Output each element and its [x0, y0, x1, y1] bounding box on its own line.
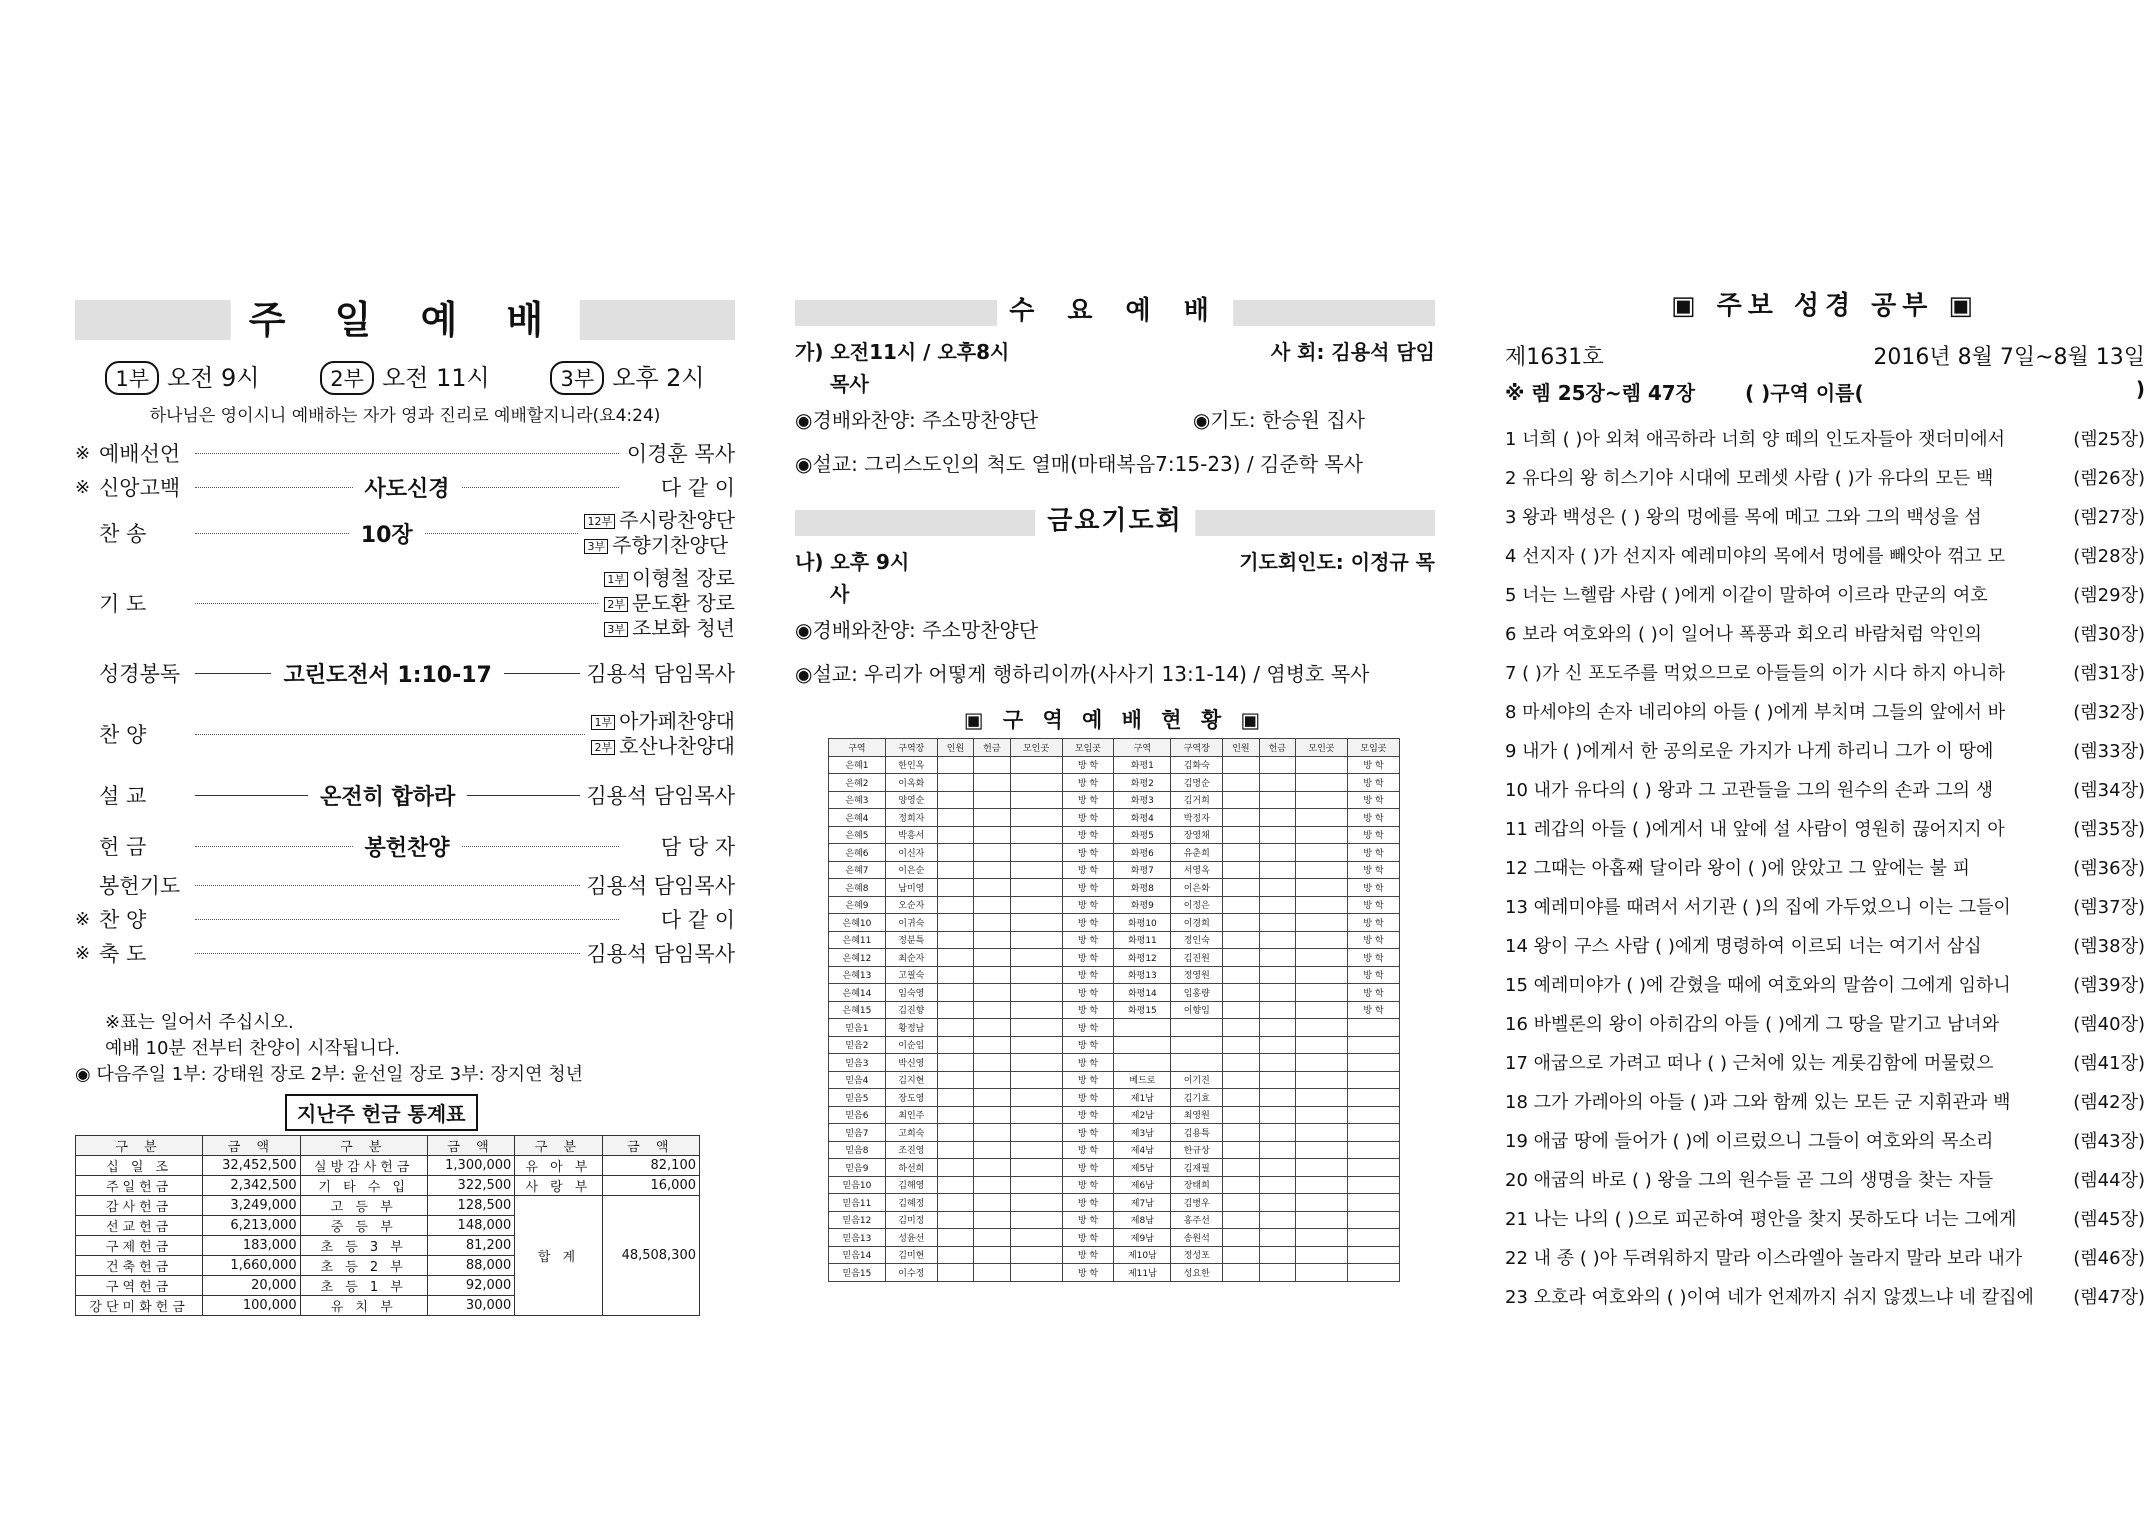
question-item: 21 나는 나의 ( )으로 피곤하여 평안을 찾지 못하도다 너는 그에게 (렘45장)	[1505, 1209, 2145, 1230]
order-row: 헌 금 봉헌찬양 담 당 자	[75, 824, 735, 868]
table-row: 믿음10 김해영 방 학 제6남 장태희	[829, 1176, 1400, 1194]
wednesday-sermon: ◉설교: 그리스도인의 척도 열매(마태복음7:15-23) / 김준학 목사	[795, 452, 1363, 476]
question-item: 16 바벨론의 왕이 아히감의 아들 ( )에게 그 땅을 맡기고 남녀와 (렘40장)	[1505, 1014, 2145, 1035]
order-row: 설 교 온전히 합하라 김용석 담임목사	[75, 766, 735, 824]
table-row: 은혜8 남미영 방 학 화평8 이은화 방 학	[829, 879, 1400, 897]
question-item: 2 유다의 왕 히스기야 시대에 모레셋 사람 ( )가 유다의 모든 백 (렘26장)	[1505, 468, 2145, 489]
order-row: 찬 송 10장 12부 주시랑찬양단 3부 주향기찬양단	[99, 508, 736, 557]
offering-row: 감사헌금 3,249,000 고 등 부 128,500 합 계 48,508,300	[76, 1196, 700, 1216]
offering-stat-title: 지난주 헌금 통계표	[285, 1094, 478, 1131]
praise-choirs: 1부 아가페찬양대 2부 호산나찬양대	[591, 709, 735, 759]
question-item: 4 선지자 ( )가 선지자 예레미야의 목에서 멍에를 빼앗아 꺾고 모 (렘28장)	[1505, 546, 2145, 567]
question-item: 10 내가 유다의 ( ) 왕과 그 고관들을 그의 원수의 손과 그의 생 (렘34장)	[1505, 780, 2145, 801]
prayer-leaders: 1부 이형철 장로 2부 문도환 장로 3부 조보화 청년	[604, 566, 735, 641]
question-item: 6 보라 여호와의 ( )이 일어나 폭풍과 회오리 바람처럼 악인의 (렘30장)	[1505, 624, 2145, 645]
order-row: ※ 찬 양 다 같 이	[75, 908, 735, 932]
offering-row: 건축헌금 1,660,000 초 등 2 부 88,000	[76, 1256, 700, 1276]
friday-sermon: ◉설교: 우리가 어떻게 행하리이까(사사기 13:1-14) / 염병호 목사	[795, 662, 1370, 686]
table-row: 믿음15 이수정 방 학 제11남 성요한	[829, 1264, 1400, 1282]
table-row: 믿음8 조진영 방 학 제4남 한규상	[829, 1141, 1400, 1159]
table-row: 은혜2 이옥화 방 학 화평2 김명순 방 학	[829, 774, 1400, 792]
table-row: 믿음14 김미현 방 학 제10남 정성포	[829, 1246, 1400, 1264]
question-item: 12 그때는 아홉째 달이라 왕이 ( )에 앉았고 그 앞에는 불 피 (렘36장)	[1505, 858, 2145, 879]
question-item: 19 애굽 땅에 들어가 ( )에 이르렀으니 그들이 여호와의 목소리 (렘43장)	[1505, 1131, 2145, 1152]
order-row: 봉헌기도 김용석 담임목사	[99, 874, 735, 898]
table-row: 믿음4 김지현 방 학 베드로 이기진	[829, 1071, 1400, 1089]
offering-row: 주일헌금 2,342,500 기 타 수 입 322,500 사 랑 부 16,000	[76, 1176, 700, 1196]
service-times	[75, 358, 735, 395]
friday-title: 금요기도회	[1035, 504, 1195, 538]
study-title: ▣ 주보 성경 공부 ▣	[1670, 291, 1980, 321]
question-item: 20 애굽의 바로 ( ) 왕을 그의 원수들 곧 그의 생명을 찾는 자들 (렘44장)	[1505, 1170, 2145, 1191]
bible-study-section	[1505, 285, 2145, 1317]
question-list	[1505, 420, 2145, 1317]
question-item: 18 그가 가레아의 아들 ( )과 그와 함께 있는 모든 군 지휘관과 백 (렘42장)	[1505, 1092, 2145, 1113]
table-row: 믿음6 최인주 방 학 제2남 최영원	[829, 1106, 1400, 1124]
table-row: 은혜1 한인옥 방 학 화평1 김화숙 방 학	[829, 756, 1400, 774]
friday-line-1: 나) 오후 9시 기도회인도: 이정규 목	[795, 550, 1435, 574]
table-row: 은혜15 김진향 방 학 화평15 이향임 방 학	[829, 1001, 1400, 1019]
study-date: 2016년 8월 7일~8월 13일	[1873, 345, 2145, 370]
order-row: 찬 양 1부 아가페찬양대 2부 호산나찬양대	[99, 709, 735, 758]
order-of-service	[75, 436, 735, 970]
question-item: 13 예레미야를 때려서 서기관 ( )의 집에 가두었으니 이는 그들이 (렘37장)	[1505, 897, 2145, 918]
question-item: 14 왕이 구스 사람 ( )에게 명령하여 이르되 너는 여기서 삼십 (렘38장)	[1505, 936, 2145, 957]
next-week-prayer: ◉ 다음주일 1부: 강태원 장로 2부: 윤선일 장로 3부: 장지연 청년	[75, 1064, 584, 1085]
offering-row: 선교헌금 6,213,000 중 등 부 148,000	[76, 1216, 700, 1236]
offering-row: 구제헌금 183,000 초 등 3 부 81,200	[76, 1236, 700, 1256]
question-item: 22 내 종 ( )아 두려워하지 말라 이스라엘아 놀라지 말라 보라 내가 (렘46장)	[1505, 1248, 2145, 1269]
friday-praise: ◉경배와찬양: 주소망찬양단	[795, 618, 1039, 642]
sunday-title-bar	[75, 300, 735, 340]
question-item: 1 너희 ( )아 외쳐 애곡하라 너희 양 떼의 인도자들아 잿더미에서 (렘25장)	[1505, 429, 2145, 450]
district-title: ▣ 구 역 예 배 현 황 ▣	[963, 708, 1267, 732]
issue-number: 제1631호	[1505, 345, 1604, 370]
question-item: 11 레갑의 아들 ( )에게서 내 앞에 설 사람이 영원히 끊어지지 아 (렘35장)	[1505, 819, 2145, 840]
question-item: 5 너는 느헬람 사람 ( )에게 이같이 말하여 이르라 만군의 여호 (렘29장)	[1505, 585, 2145, 606]
order-row: ※ 축 도 김용석 담임목사	[75, 942, 735, 966]
table-row: 은혜7 이은순 방 학 화평7 서영옥 방 학	[829, 861, 1400, 879]
wednesday-title-bar	[795, 296, 1435, 326]
question-item: 23 오호라 여호와의 ( )이여 네가 언제까지 쉬지 않겠느냐 네 칼집에 (렘47장)	[1505, 1287, 2145, 1308]
table-row: 은혜12 최순자 방 학 화평12 김진원 방 학	[829, 949, 1400, 967]
order-row: 기 도 1부 이형철 장로 2부 문도환 장로 3부 조보화 청년	[99, 565, 735, 640]
question-item: 9 내가 ( )에게서 한 공의로운 가지가 나게 하리니 그가 이 땅에 (렘33장)	[1505, 741, 2145, 762]
study-header	[1505, 340, 2145, 371]
question-item: 8 마세야의 손자 네리야의 아들 ( )에게 부치며 그들의 앞에서 바 (렘32장)	[1505, 702, 2145, 723]
scripture-verse: 하나님은 영이시니 예배하는 자가 영과 진리로 예배할지니라(요4:24)	[149, 406, 661, 426]
table-row: 은혜11 정분특 방 학 화평11 정인숙 방 학	[829, 931, 1400, 949]
table-row: 믿음5 장도영 방 학 제1남 김기효	[829, 1089, 1400, 1107]
table-row: 믿음2 이순임 방 학	[829, 1036, 1400, 1054]
question-item: 3 왕과 백성은 ( ) 왕의 멍에를 목에 메고 그와 그의 백성을 섬 (렘27장)	[1505, 507, 2145, 528]
offering-row: 십 일 조 32,452,500 실방감사헌금 1,300,000 유 아 부 82,100	[76, 1156, 700, 1176]
table-row: 은혜13 고필숙 방 학 화평13 정영원 방 학	[829, 966, 1400, 984]
table-row: 은혜10 이귀숙 방 학 화평10 이경희 방 학	[829, 914, 1400, 932]
weekday-service-section: 수 요 예 배 가) 오전11시 / 오후8시 사 회: 김용석 담임 목사 ◉경배와찬양: 주소망찬양단 ◉기도: 한승원 집사 ◉설교: 그리스도인의 척도 열매(마태복음7:15-23) / 김준학 목사 금요기도회 나) 오후 9시 기도회인도: 이정규 목 사 ◉경배와찬양: 주소망찬양단 ◉설교: 우리가 어떻게 행하리이까(사사기 13:1-14) / 염병호 목사 ▣ 구 역 예 배 현 황 ▣ 구역 구역장 인원 헌금 모인곳 모임곳 구역 구역장 인원 헌금 모인곳 모임곳 은혜1 한인옥 방 학 화평1 김화숙 방 학 은혜2 이옥화 방 학 화평2 김명순 방 학 은혜3 양영순 방 학 화평3 김거희 방 학 은혜4 정희자 방 학 화평4 박정자 방 학 은혜5 박흥서 방 학 화평5 장영채 방 학 은혜6 이신자 방 학 화평6 유춘희 방 학 은혜7 이은순 방 학 화평7 서영옥 방 학 은혜8 남미영 방 학 화평8 이은화 방 학 은혜9 오순자 방 학 화평9 이정은 방 학 은혜10 이귀숙 방 학 화평10 이경희 방 학 은혜11 정분특 방 학 화평11 정인숙 방 학 은혜12 최순자 방 학 화평12 김진원 방 학 은혜13 고필숙 방 학 화평13 정영원 방 학 은혜14 임숙영 방 학 화평14 임홍량 방 학 은혜15 김진향 방 학 화평15 이향임 방 학 믿음1 황정남 방 학 믿음2 이순임 방 학 믿음3 박신영 방 학 믿음4 김지현 방 학 베드로 이기진 믿음5 장도영 방 학 제1남 김기효 믿음6 최인주 방 학 제2남 최영원 믿음7 고희숙 방 학 제3남 김용특 믿음8 조진영 방 학 제4남 한규상 믿음9 하선희 방 학 제5남 김재필 믿음10 김해영 방 학 제6남 장태희 믿음11 김혜정 방 학 제7남 김병우 믿음12 김미정 방 학 제8남 홍주선 믿음13 성윤선 방 학 제9남 송원석 믿음14 김미현 방 학 제10남 정성포 믿음15 이수정 방 학 제11남 성요한	[795, 300, 1435, 1282]
sunday-title: 주 일 예 배	[231, 296, 580, 344]
district-table: 구역 구역장 인원 헌금 모인곳 모임곳 구역 구역장 인원 헌금 모인곳 모임곳 은혜1 한인옥 방 학 화평1 김화숙 방 학 은혜2 이옥화 방 학 화평2 김명순 방 학 은혜3 양영순 방 학 화평3 김거희 방 학 은혜4 정희자 방 학 화평4 박정자 방 학 은혜5 박흥서 방 학 화평5 장영채 방 학 은혜6 이신자 방 학 화평6 유춘희 방 학 은혜7 이은순 방 학 화평7 서영옥 방 학 은혜8 남미영 방 학 화평8 이은화 방 학 은혜9 오순자 방 학 화평9 이정은 방 학 은혜10 이귀숙 방 학 화평10 이경희 방 학 은혜11 정분특 방 학 화평11 정인숙 방 학 은혜12 최순자 방 학 화평12 김진원 방 학 은혜13 고필숙 방 학 화평13 정영원 방 학 은혜14 임숙영 방 학 화평14 임홍량 방 학 은혜15 김진향 방 학 화평15 이향임 방 학 믿음1 황정남 방 학 믿음2 이순임 방 학 믿음3 박신영 방 학 믿음4 김지현 방 학 베드로 이기진 믿음5 장도영 방 학 제1남 김기효 믿음6 최인주 방 학 제2남 최영원 믿음7 고희숙 방 학 제3남 김용특 믿음8 조진영 방 학 제4남 한규상 믿음9 하선희 방 학 제5남 김재필 믿음10 김해영 방 학 제6남 장태희 믿음11 김혜정 방 학 제7남 김병우 믿음12 김미정 방 학 제8남 홍주선 믿음13 성윤선 방 학 제9남 송원석 믿음14 김미현 방 학 제10남 정성포 믿음15 이수정 방 학 제11남 성요한	[828, 738, 1400, 1282]
table-row: 은혜6 이신자 방 학 화평6 유춘희 방 학	[829, 844, 1400, 862]
order-row: 성경봉독 고린도전서 1:10-17 김용석 담임목사	[75, 644, 735, 702]
sunday-service-section	[75, 300, 735, 1316]
question-item: 17 애굽으로 가려고 떠나 ( ) 근처에 있는 게롯김함에 머물렀으 (렘41장)	[1505, 1053, 2145, 1074]
table-row: 은혜4 정희자 방 학 화평4 박정자 방 학	[829, 809, 1400, 827]
table-row: 믿음1 황정남 방 학	[829, 1019, 1400, 1037]
wednesday-title: 수 요 예 배	[997, 294, 1233, 328]
question-item: 15 예레미야가 ( )에 갇혔을 때에 여호와의 말씀이 그에게 임하니 (렘39장)	[1505, 975, 2145, 996]
order-row: ※ 예배선언 이경훈 목사	[75, 442, 735, 466]
order-row: ※ 신앙고백 사도신경 다 같 이	[75, 470, 735, 504]
wednesday-line-2: ◉경배와찬양: 주소망찬양단 ◉기도: 한승원 집사	[795, 408, 1365, 432]
service-notes: ※표는 일어서 주십시오. 예배 10분 전부터 찬양이 시작됩니다.	[105, 1012, 400, 1059]
table-row: 믿음13 성윤선 방 학 제9남 송원석	[829, 1229, 1400, 1247]
table-row: 은혜3 양영순 방 학 화평3 김거희 방 학	[829, 791, 1400, 809]
hymn-choirs: 12부 주시랑찬양단 3부 주향기찬양단	[584, 508, 735, 558]
table-row: 은혜9 오순자 방 학 화평9 이정은 방 학	[829, 896, 1400, 914]
offering-row: 구역헌금 20,000 초 등 1 부 92,000	[76, 1276, 700, 1296]
service-time-2: 2부 오전 11시	[320, 358, 489, 395]
table-row: 믿음7 고희숙 방 학 제3남 김용특	[829, 1124, 1400, 1142]
service-time-3: 3부 오후 2시	[550, 358, 704, 395]
table-row: 믿음9 하선희 방 학 제5남 김재필	[829, 1159, 1400, 1177]
offering-table: 구 분 금 액 구 분 금 액 구 분 금 액 십 일 조 32,452,500 실방감사헌금 1,300,000 유 아 부 82,100 주일헌금 2,342,500 기 타 수 입 322,500 사 랑 부 16,000 감사헌금 3,249,000 고 등 부 128,500 합 계 48,508,300 선교헌금 6,213,000 중 등 부 148,000 구제헌금 183,000 초 등 3 부 81,200 건축헌금 1,660,000 초 등 2 부 88,000 구역헌금 20,000 초 등 1 부 92,000 강단미화헌금 100,000 유 치 부 30,000	[75, 1135, 700, 1316]
table-row: 믿음11 김혜정 방 학 제7남 김병우	[829, 1194, 1400, 1212]
table-row: 믿음12 김미정 방 학 제8남 홍주선	[829, 1211, 1400, 1229]
table-row: 믿음3 박신영 방 학	[829, 1054, 1400, 1072]
offering-row: 강단미화헌금 100,000 유 치 부 30,000	[76, 1296, 700, 1316]
service-time-1: 1부 오전 9시	[105, 358, 259, 395]
study-range-line: ※ 렘 25장~렘 47장 ( )구역 이름( )	[1505, 377, 2145, 405]
question-item: 7 ( )가 신 포도주를 먹었으므로 아들들의 이가 시다 하지 아니하 (렘31장)	[1505, 663, 2145, 684]
table-row: 은혜14 임숙영 방 학 화평14 임홍량 방 학	[829, 984, 1400, 1002]
friday-title-bar	[795, 506, 1435, 536]
wednesday-line-1: 가) 오전11시 / 오후8시 사 회: 김용석 담임	[795, 340, 1435, 364]
table-row: 은혜5 박흥서 방 학 화평5 장영채 방 학	[829, 826, 1400, 844]
